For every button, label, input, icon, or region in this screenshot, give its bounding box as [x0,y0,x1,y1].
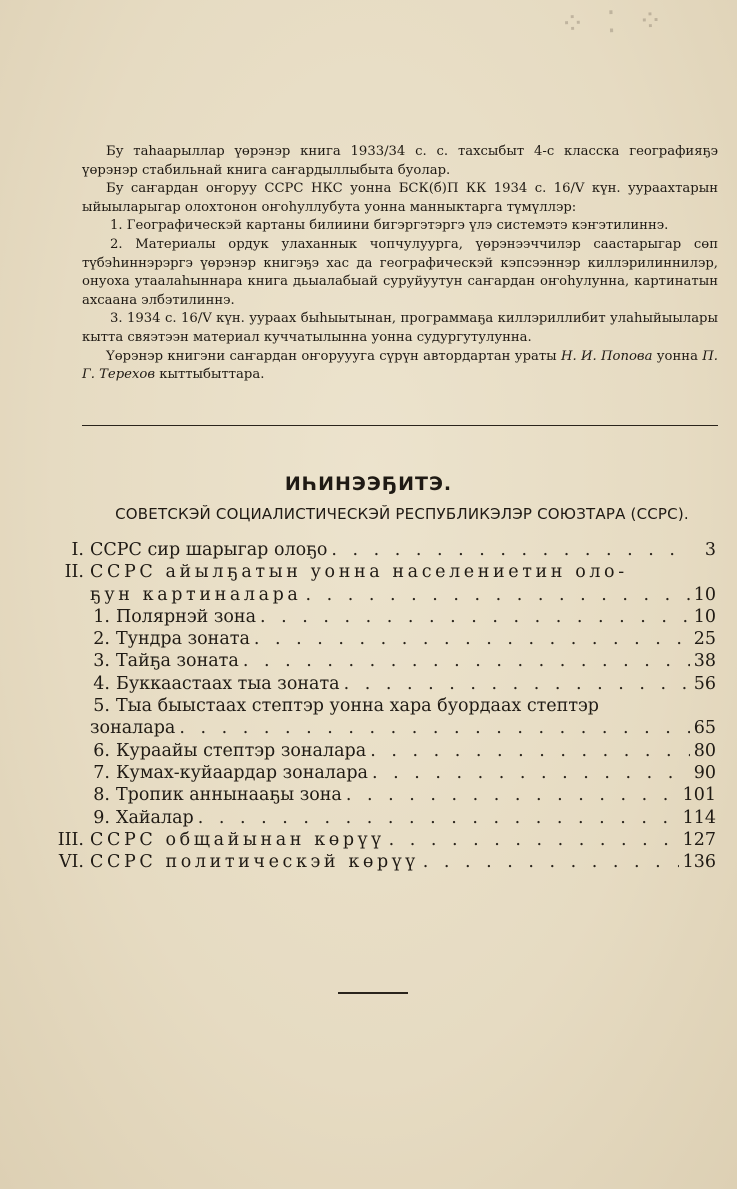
toc-subentry-continued [52,717,716,739]
toc-subentry [52,807,716,829]
toc-subentry-number: 9. [93,807,110,828]
toc-entry-page: 136 [682,852,716,873]
section-divider [82,425,718,426]
toc-subentry-number: 4. [93,673,110,694]
toc-subentry-number: 5. [93,696,110,717]
toc-subentry-page: 80 [693,740,716,761]
toc-subentry-page: 10 [693,606,716,627]
toc-subentry-label: Кураайы стептэр зоналара [116,740,367,761]
dot-leader [389,829,679,851]
toc-subentry-number: 3. [93,651,110,672]
preface-paragraph-2: Бу саҥардан оҥоруу ССРС НКС уонна БСК(б)П КК 1934 с. 16/V күн. уураахтарын ыйыыларыгар олохтонон оҥоһуллубута уонна манныктарга түмүллэр: [82,181,718,215]
toc-subentry [52,784,716,806]
preface-block [82,143,718,385]
toc-entry-label-line2: ҕун картиналара [90,584,302,605]
dot-leader [372,762,690,784]
toc-subentry [52,628,716,650]
preface-item-3: 3. 1934 с. 16/V күн. уураах быһыытынан, программаҕа киллэриллибит улаһыйыылары кытта свяэтээн материал куччатылынна уонна судургутулунна. [82,311,718,345]
dot-leader [198,807,679,829]
dot-leader [305,584,689,606]
dot-leader [370,740,690,762]
end-rule [338,992,408,994]
toc-subentry-number: 8. [93,785,110,806]
toc-subentry-label: Тайҕа зоната [116,651,239,672]
faded-stamp-mark: ⁘ ⁚ ⁘ [559,3,670,42]
toc-subentry-number: 2. [93,629,110,650]
dot-leader [254,628,690,650]
dot-leader [260,606,690,628]
toc-subentry [52,606,716,628]
toc-subtitle: СОВЕТСКЭЙ СОЦИАЛИСТИЧЕСКЭЙ РЕСПУБЛИКЭЛЭР СОЮЗТАРА (ССРС). [115,505,689,523]
table-of-contents [52,539,716,873]
toc-entry-number: VI. [58,852,84,873]
preface-paragraph-last [82,348,718,385]
dot-leader [346,784,679,806]
dot-leader [243,650,690,672]
toc-entry [52,829,716,851]
dot-leader [331,539,692,561]
dot-leader [344,673,690,695]
toc-entry [52,851,716,873]
toc-subentry-label: Полярнэй зона [116,606,257,627]
dot-leader [179,717,689,739]
toc-subentry-label: Тропик аннынааҕы зона [116,785,342,806]
toc-subentry [52,762,716,784]
preface-last-text-b: уонна [652,348,703,364]
toc-subentry [52,650,716,672]
preface-item-1: 1. Географическэй картаны билиини бигэргэтэргэ үлэ системэтэ кэҥэтилиннэ. [110,218,669,234]
dot-leader [423,851,679,873]
toc-subentry-page: 65 [693,718,716,739]
toc-entry-label-line1: ССРС айылҕатын уонна населениетин оло- [90,562,628,583]
author-terekhov: П. Г. Терехов [82,348,718,383]
toc-subentry-label-line1: Тыа быыстаах стептэр уонна хара буордаах стептэр [116,696,600,717]
preface-last-text-c: кыттыбыттара. [155,367,265,383]
toc-entry-label: ССРС общайынан көрүү [90,829,385,850]
toc-entry-number: I. [71,540,84,560]
toc-subentry [52,673,716,695]
toc-entry-continued [52,584,716,606]
toc-title: ИҺИНЭЭҔИТЭ. [284,473,453,495]
author-popova: Н. И. Попова [561,348,653,364]
toc-entry-number: II. [64,562,84,583]
toc-subentry [52,740,716,762]
toc-subentry-label-line2: зоналара [90,718,176,739]
toc-subentry-page: 101 [682,785,716,806]
preface-last-text-a: Үөрэнэр книгэни саҥардан оҥоруууга сүрүн автордартан ураты [106,348,561,364]
toc-subentry-page: 114 [682,807,716,828]
toc-entry-page: 3 [704,540,716,560]
toc-entry [52,539,716,561]
toc-entry [52,561,716,583]
toc-entry-label: ССРС политическэй көрүү [90,852,419,873]
toc-subentry-page: 38 [693,651,716,672]
preface-item-2: 2. Материалы ордук улаханнык чопчулуурга, үөрэнээччилэр саастарыгар сөп түбэһиннэрэргэ үөрэнэр книгэҕэ хас да географическэй кэпсээннэр киллэрилиннилэр, онуоха утаалаһыннара книга дьыалабыай суруйуутун саҥардан оҥоһулунна, картинатын ахсаана элбэтилиннэ. [82,236,718,308]
toc-subentry-number: 6. [93,740,110,761]
toc-subentry-label: Тундра зоната [116,629,250,650]
toc-subentry-label: Кумах-куйаардар зоналара [116,762,368,783]
toc-entry-label: ССРС сир шарыгар олоҕо [90,540,328,560]
toc-entry-number: III. [57,829,84,850]
toc-subentry-page: 90 [693,762,716,783]
toc-subentry-label: Буккаастаах тыа зоната [116,673,340,694]
toc-subentry-label: Хайалар [116,807,194,828]
preface-paragraph-1: Бу таһаарыллар үөрэнэр книга 1933/34 с. с. тахсыбыт 4-с класска географияҕэ үөрэнэр стабильнай книга саҥардыллыбыта буолар. [82,144,718,178]
toc-subentry-page: 56 [693,673,716,694]
toc-subentry-page: 25 [693,629,716,650]
toc-subentry-number: 7. [93,762,110,783]
toc-entry-page: 10 [693,584,716,605]
toc-subentry-number: 1. [93,606,110,627]
toc-subentry [52,695,716,717]
toc-entry-page: 127 [682,829,716,850]
